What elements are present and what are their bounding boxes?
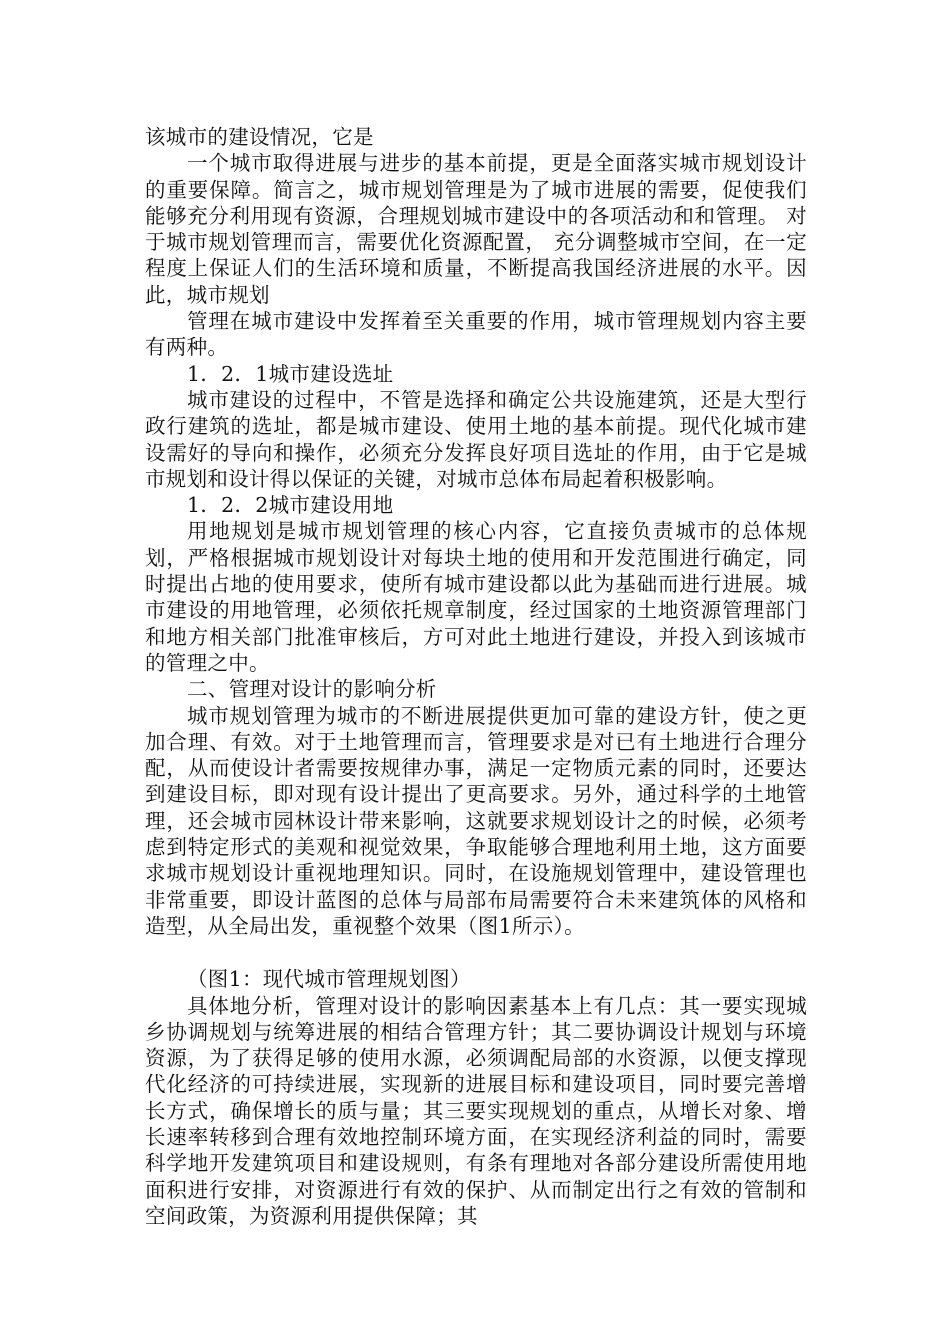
paragraph-land-use: 用地规划是城市规划管理的核心内容，它直接负责城市的总体规划，严格根据城市规划设计对每块土地的使用和开发范围进行确定，同时提出占地的使用要求，使所有城市建设都以此为基础而进行进展。城市建设的用地管理，必须依托规章制度，经过国家的土地资源管理部门和地方相关部门批准审核后，方可对此土地进行建设，并投入到该城市的管理之中。	[145, 519, 807, 675]
paragraph-planning-role: 管理在城市建设中发挥着至关重要的作用，城市管理规划内容主要有两种。	[145, 309, 807, 360]
document-body	[145, 124, 807, 1229]
section-heading-management-impact: 二、管理对设计的影响分析	[187, 677, 437, 702]
section-heading-site-selection: 1．2．1城市建设选址	[187, 361, 394, 386]
figure-placeholder-gap	[145, 939, 807, 966]
paragraph-opening-fragment: 该城市的建设情况，它是	[145, 125, 374, 149]
paragraph-urban-planning-intro: 一个城市取得进展与进步的基本前提，更是全面落实城市规划设计的重要保障。简言之，城市规划管理是为了城市进展的需要，促使我们能够充分利用现有资源，合理规划城市建设中的各项活动和和管理。 对于城市规划管理而言，需要优化资源配置， 充分调整城市空间，在一定程度上保证人们的生活环境和质量，不断提高我国经济进展的水平。因此，城市规划	[145, 151, 807, 307]
section-heading-land-use: 1．2．2城市建设用地	[187, 493, 394, 518]
paragraph-management-impact: 城市规划管理为城市的不断进展提供更加可靠的建设方针，使之更加合理、有效。对于土地管理而言，管理要求是对已有土地进行合理分配，从而使设计者需要按规律办事，满足一定物质元素的同时，还要达到建设目标，即对现有设计提出了更高要求。另外，通过科学的土地管理，还会城市园林设计带来影响，这就要求规划设计之的时候，必须考虑到特定形式的美观和视觉效果，争取能够合理地利用土地，这方面要求城市规划设计重视地理知识。同时，在设施规划管理中，建设管理也非常重要，即设计蓝图的总体与局部布局需要符合未来建筑体的风格和造型，从全局出发，重视整个效果（图1所示）。	[145, 703, 807, 938]
paragraph-impact-factors: 具体地分析，管理对设计的影响因素基本上有几点：其一要实现城乡协调规划与统筹进展的相结合管理方针；其二要协调设计规划与环境资源，为了获得足够的使用水源，必须调配局部的水资源，以便支撑现代化经济的可持续进展，实现新的进展目标和建设项目，同时要完善增长方式，确保增长的质与量；其三要实现规划的重点，从增长对象、增长速率转移到合理有效地控制环境方面，在实现经济利益的同时，需要科学地开发建筑项目和建设规则，有条有理地对各部分建设所需使用地面积进行安排，对资源进行有效的保护、从而制定出行之有效的管制和空间政策，为资源利用提供保障；其	[145, 993, 807, 1228]
paragraph-site-selection: 城市建设的过程中，不管是选择和确定公共设施建筑，还是大型行政行建筑的选址，都是城市建设、使用土地的基本前提。现代化城市建设需好的导向和操作，必须充分发挥良好项目选址的作用，由于它是城市规划和设计得以保证的关键，对城市总体布局起着积极影响。	[145, 387, 807, 491]
figure-caption: （图1：现代城市管理规划图）	[187, 967, 471, 992]
